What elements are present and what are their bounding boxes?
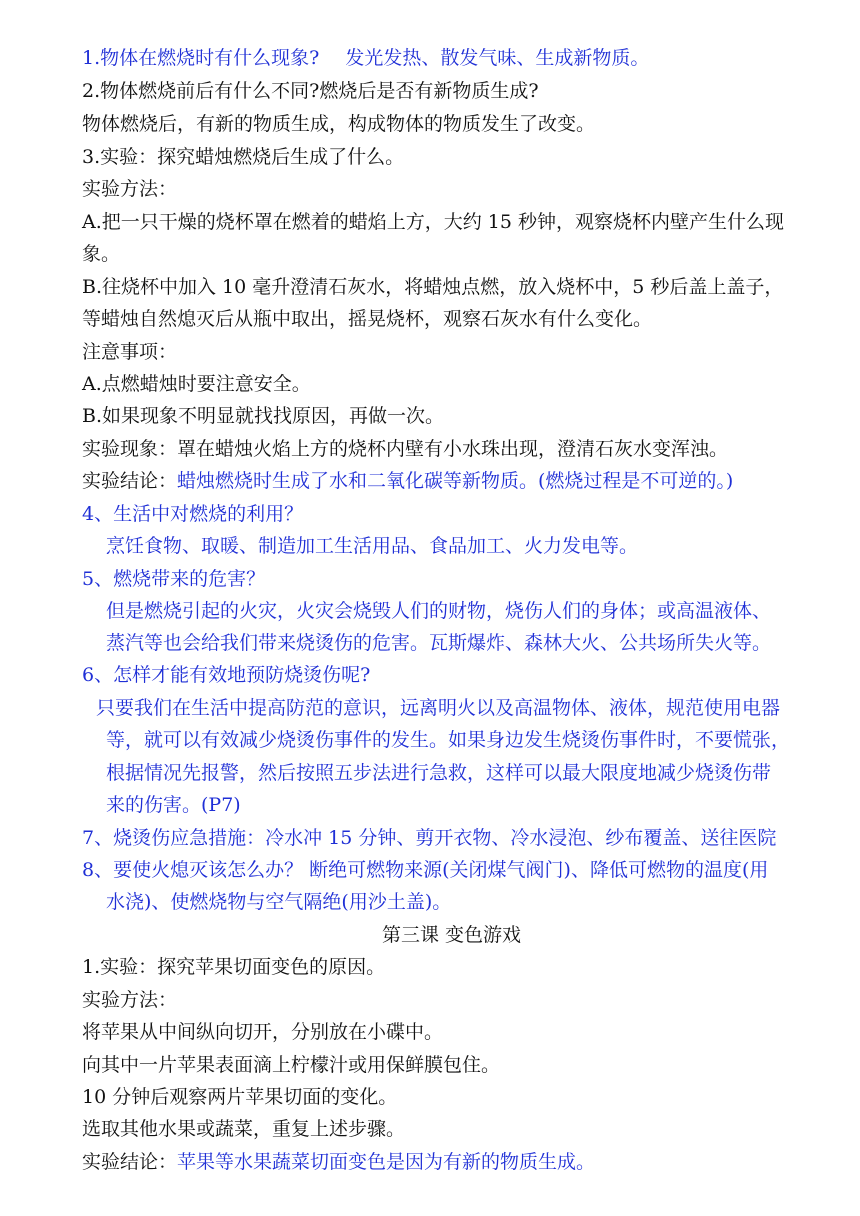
- lesson3-conclusion-label: 实验结论：: [82, 1151, 178, 1173]
- q5-answer-line2: 蒸汽等也会给我们带来烧烫伤的危害。瓦斯爆炸、森林大火、公共场所失火等。: [106, 632, 772, 654]
- exp1-conclusion-label: 实验结论：: [82, 470, 178, 492]
- q4-answer: 烹饪食物、取暖、制造加工生活用品、食品加工、火力发电等。: [106, 535, 639, 557]
- q6-question: 6、怎样才能有效地预防烧烫伤呢?: [82, 664, 371, 686]
- exp1-method-label: 实验方法：: [82, 178, 178, 200]
- exp1-conclusion: 蜡烛燃烧时生成了水和二氧化碳等新物质。(燃烧过程是不可逆的。): [177, 470, 734, 492]
- lesson3-step3: 10 分钟后观察两片苹果切面的变化。: [82, 1086, 398, 1108]
- lesson3-conclusion-line: [82, 1151, 595, 1173]
- exp1-note-b: B.如果现象不明显就找找原因，再做一次。: [82, 405, 445, 427]
- q6-answer-line3: 根据情况先报警，然后按照五步法进行急救，这样可以最大限度地减少烧烫伤带: [106, 762, 772, 784]
- exp1-note-a: A.点燃蜡烛时要注意安全。: [82, 373, 311, 395]
- lesson3-conclusion: 苹果等水果蔬菜切面变色是因为有新的物质生成。: [177, 1151, 596, 1173]
- exp1-title: 3.实验：探究蜡烛燃烧后生成了什么。: [82, 146, 405, 168]
- q8-line2: 水浇)、使燃烧物与空气隔绝(用沙土盖)。: [106, 891, 452, 913]
- q1-line: [82, 47, 649, 69]
- exp1-step-b-line1: B.往烧杯中加入 10 毫升澄清石灰水，将蜡烛点燃，放入烧杯中，5 秒后盖上盖子，: [82, 276, 784, 298]
- lesson3-step2: 向其中一片苹果表面滴上柠檬汁或用保鲜膜包住。: [82, 1054, 501, 1076]
- exp1-step-a-line1: A.把一只干燥的烧杯罩在燃着的蜡焰上方，大约 15 秒钟，观察烧杯内壁产生什么现: [82, 211, 785, 233]
- q1-question: 1.物体在燃烧时有什么现象?: [82, 47, 320, 69]
- q6-answer-line4: 来的伤害。(P7): [106, 794, 241, 816]
- q5-answer-line1: 但是燃烧引起的火灾，火灾会烧毁人们的财物，烧伤人们的身体；或高温液体、: [106, 600, 772, 622]
- lesson3-method-label: 实验方法：: [82, 989, 178, 1011]
- lesson3-title: 第三课 变色游戏: [382, 924, 522, 946]
- q4-question: 4、生活中对燃烧的利用？: [82, 503, 304, 525]
- lesson3-step1: 将苹果从中间纵向切开，分别放在小碟中。: [82, 1021, 444, 1043]
- exp1-phenomenon: 实验现象：罩在蜡烛火焰上方的烧杯内壁有小水珠出现，澄清石灰水变浑浊。: [82, 438, 729, 460]
- q6-answer-line1: 只要我们在生活中提高防范的意识，远离明火以及高温物体、液体，规范使用电器: [96, 697, 781, 719]
- lesson3-step4: 选取其他水果或蔬菜，重复上述步骤。: [82, 1118, 406, 1140]
- exp1-step-b-line2: 等蜡烛自然熄灭后从瓶中取出，摇晃烧杯，观察石灰水有什么变化。: [82, 308, 653, 330]
- q6-answer-line2: 等，就可以有效减少烧烫伤事件的发生。如果身边发生烧烫伤事件时，不要慌张，: [106, 729, 791, 751]
- q5-question: 5、燃烧带来的危害？: [82, 568, 266, 590]
- q1-answer: 发光发热、散发气味、生成新物质。: [345, 47, 650, 69]
- q8-line1: 8、要使火熄灭该怎么办？ 断绝可燃物来源(关闭煤气阀门)、降低可燃物的温度(用: [82, 859, 769, 881]
- exp1-step-a-line2: 象。: [82, 243, 121, 265]
- exp1-conclusion-line: [82, 470, 733, 492]
- q7-line: 7、烧烫伤应急措施：冷水冲 15 分钟、剪开衣物、冷水浸泡、纱布覆盖、送往医院: [82, 827, 777, 849]
- lesson3-exp-title: 1.实验：探究苹果切面变色的原因。: [82, 956, 386, 978]
- exp1-notes-label: 注意事项：: [82, 341, 178, 363]
- q2-answer: 物体燃烧后，有新的物质生成，构成物体的物质发生了改变。: [82, 113, 596, 135]
- q2-question: 2.物体燃烧前后有什么不同?燃烧后是否有新物质生成?: [82, 80, 539, 102]
